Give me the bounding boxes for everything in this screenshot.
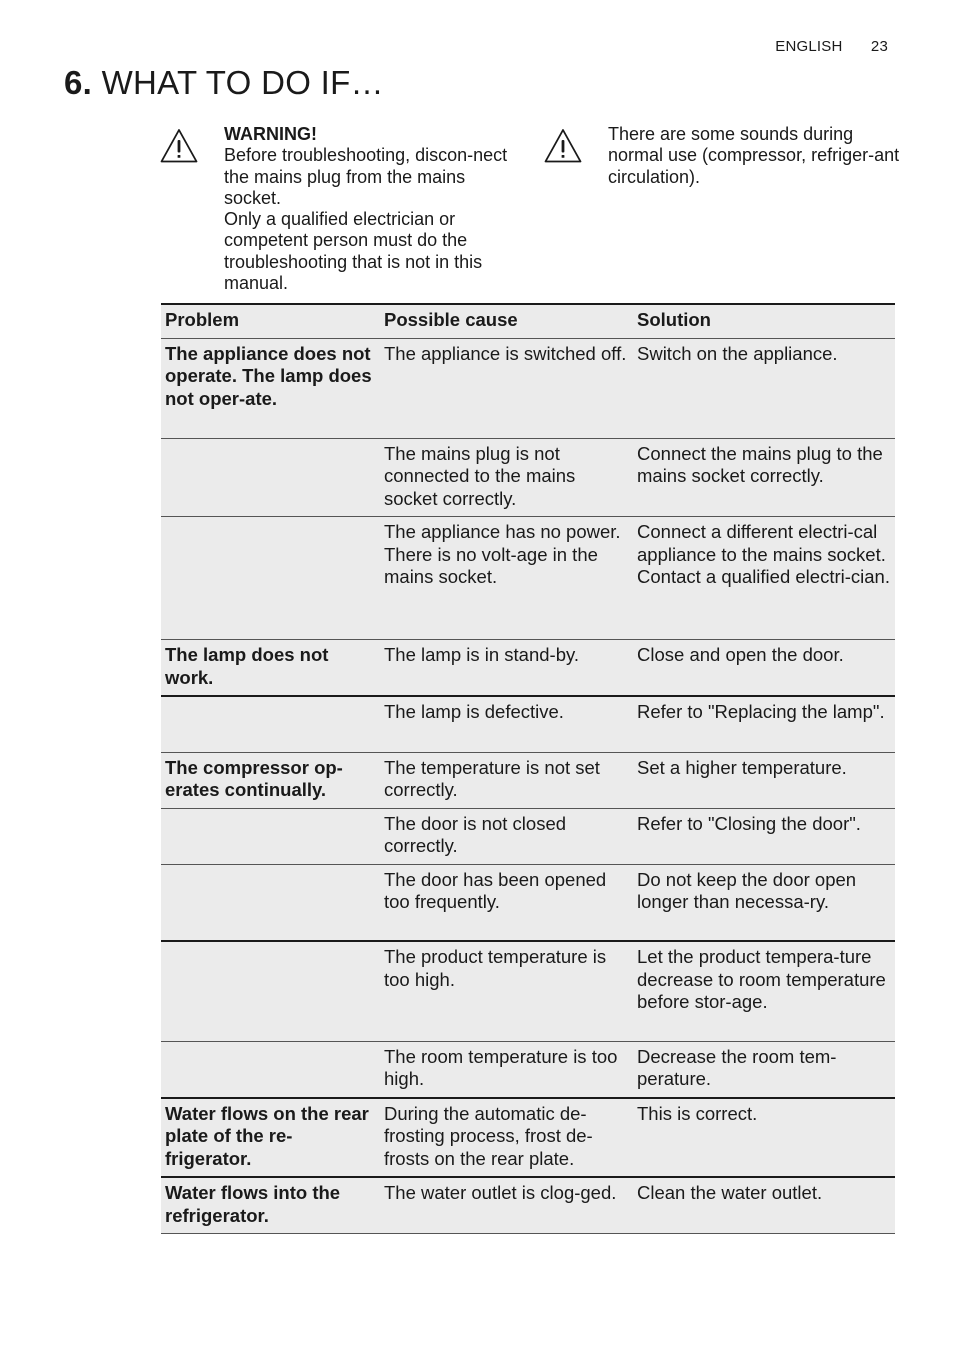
header-language: ENGLISH (775, 38, 843, 55)
solution-line: Let the product tempera-ture decrease to room temperature before stor-age. (637, 946, 886, 1012)
solution-cell (633, 696, 895, 752)
solution-line: Close and open the door. (637, 644, 844, 665)
solution-cell (633, 808, 895, 864)
solution-line: This is correct. (637, 1102, 758, 1124)
table-row (161, 517, 895, 640)
table-row (161, 1041, 895, 1098)
table-row (161, 941, 895, 1041)
solution-line: Refer to "Replacing the lamp". (637, 701, 885, 722)
solution-cell (633, 752, 895, 808)
caution-text: There are some sounds during normal use (compressor, refriger-ant circulation). (608, 124, 900, 187)
solution-cell (633, 941, 895, 1041)
problem-cell: Water flows on the rear plate of the re-frigerator. (161, 1098, 380, 1178)
problem-cell: The compressor op-erates continually. (161, 752, 380, 808)
warning-paragraph: Before troubleshooting, discon-nect the mains plug from the mains socket. (224, 145, 508, 208)
solution-line: Contact a qualified electri-cian. (637, 566, 890, 587)
header-page-number: 23 (870, 38, 888, 55)
solution-line: Do not keep the door open longer than necessa-ry. (637, 868, 857, 912)
column-header-solution: Solution (633, 304, 895, 338)
solution-cell (633, 1041, 895, 1098)
problem-cell (161, 1041, 380, 1098)
solution-line: Clean the water outlet. (637, 1182, 823, 1203)
table-body (161, 338, 895, 1234)
cause-cell: The lamp is in stand-by. (380, 640, 633, 697)
warning-paragraph: Only a qualified electrician or competent person must do the troubleshooting that is not in this manual. (224, 209, 483, 294)
table-row (161, 1098, 895, 1178)
problem-cell (161, 438, 380, 517)
warning-text (224, 124, 524, 294)
problem-cell: Water flows into the refrigerator. (161, 1177, 380, 1234)
warning-triangle-icon (160, 128, 198, 164)
solution-cell (633, 1098, 895, 1178)
table-row (161, 1177, 895, 1234)
page-title (64, 64, 384, 102)
cause-cell: The room temperature is too high. (380, 1041, 633, 1098)
problem-cell: The appliance does not operate. The lamp does not oper-ate. (161, 338, 380, 438)
solution-cell (633, 864, 895, 941)
solution-cell (633, 338, 895, 438)
problem-cell (161, 696, 380, 752)
column-header-problem: Problem (161, 304, 380, 338)
table-row (161, 438, 895, 517)
section-number: 6. (64, 64, 93, 101)
solution-cell (633, 438, 895, 517)
column-header-cause: Possible cause (380, 304, 633, 338)
solution-line: Connect a different electri-cal appliance to the mains socket. (637, 521, 886, 565)
table-row (161, 696, 895, 752)
problem-cell (161, 864, 380, 941)
solution-line: Set a higher temperature. (637, 756, 847, 778)
cause-cell: The appliance has no power. There is no volt-age in the mains socket. (380, 517, 633, 640)
cause-cell: The appliance is switched off. (380, 338, 633, 438)
cause-cell: The door has been opened too frequently. (380, 864, 633, 941)
cause-cell: The water outlet is clog-ged. (380, 1177, 633, 1234)
solution-line: Refer to "Closing the door". (637, 812, 861, 834)
solution-line: Switch on the appliance. (637, 342, 838, 364)
cause-cell: The lamp is defective. (380, 696, 633, 752)
table-row (161, 752, 895, 808)
troubleshooting-table (161, 303, 895, 1234)
table-row (161, 338, 895, 438)
problem-cell (161, 517, 380, 640)
table-header-row (161, 304, 895, 338)
warning-triangle-icon (544, 128, 582, 164)
table-row (161, 640, 895, 697)
problem-cell: The lamp does not work. (161, 640, 380, 697)
warning-title: WARNING! (224, 124, 317, 144)
table-row (161, 864, 895, 941)
problem-cell (161, 941, 380, 1041)
solution-cell (633, 517, 895, 640)
cause-cell: The product temperature is too high. (380, 941, 633, 1041)
problem-cell (161, 808, 380, 864)
cause-cell: During the automatic de-frosting process, frost de-frosts on the rear plate. (380, 1098, 633, 1178)
section-title: WHAT TO DO IF… (101, 64, 384, 101)
solution-cell (633, 1177, 895, 1234)
table-row (161, 808, 895, 864)
cause-cell: The door is not closed correctly. (380, 808, 633, 864)
cause-cell: The mains plug is not connected to the mains socket correctly. (380, 438, 633, 517)
page-header (775, 38, 888, 55)
cause-cell: The temperature is not set correctly. (380, 752, 633, 808)
solution-line: Connect the mains plug to the mains socket correctly. (637, 442, 883, 486)
solution-line: Decrease the room tem-perature. (637, 1045, 837, 1089)
solution-cell (633, 640, 895, 697)
